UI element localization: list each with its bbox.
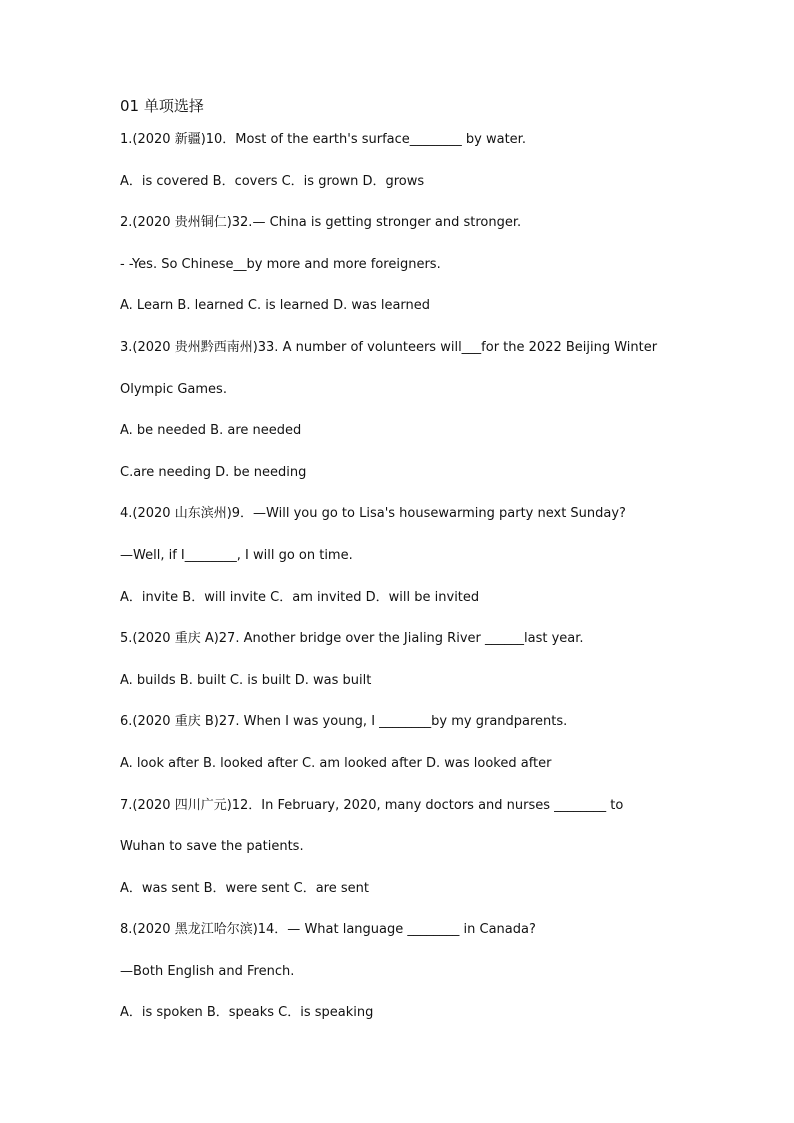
question-8-options: A．is spoken B．speaks C．is speaking [120,1005,374,1021]
question-2-reply: - -Yes. So Chinese__by more and more foreigners. [120,256,441,272]
document-page [120,96,720,1045]
question-3-options-cd: C.are needing D. be needing [120,464,307,480]
question-7-stem-continued: Wuhan to save the patients. [120,839,304,855]
question-4-options: A．invite B．will invite C．am invited D．will be invited [120,589,480,605]
question-6-stem: 6.(2020 重庆 B)27. When I was young, I ________by my grandparents. [120,714,568,730]
question-1-stem: 1.(2020 新疆)10．Most of the earth's surface________ by water. [120,132,526,147]
question-4-stem: 4.(2020 山东滨州)9．—Will you go to Lisa's housewarming party next Sunday? [120,506,626,522]
question-7-options: A．was sent B．were sent C．are sent [120,880,369,896]
question-8-reply: —Both English and French. [120,963,295,979]
question-5-options: A. builds B. built C. is built D. was built [120,672,372,688]
question-6-options: A. look after B. looked after C. am looked after D. was looked after [120,755,552,771]
section-title: 01 单项选择 [120,97,204,115]
question-2-options: A. Learn B. learned C. is learned D. was learned [120,298,431,314]
question-list [120,130,720,1023]
question-1-options: A．is covered B．covers C．is grown D．grows [120,173,425,189]
question-7-stem: 7.(2020 四川广元)12．In February, 2020, many doctors and nurses ________ to [120,797,624,813]
question-8-stem: 8.(2020 黑龙江哈尔滨)14．— What language ________ in Canada? [120,922,536,938]
question-5-stem: 5.(2020 重庆 A)27. Another bridge over the Jialing River ______last year. [120,631,584,647]
question-2-stem: 2.(2020 贵州铜仁)32.— China is getting stronger and stronger. [120,215,522,231]
question-3-stem-continued: Olympic Games. [120,381,227,397]
question-4-reply: —Well, if I________, I will go on time. [120,547,353,563]
question-3-options-ab: A. be needed B. are needed [120,423,302,439]
question-3-stem: 3.(2020 贵州黔西南州)33. A number of volunteers will___for the 2022 Beijing Winter [120,339,658,355]
